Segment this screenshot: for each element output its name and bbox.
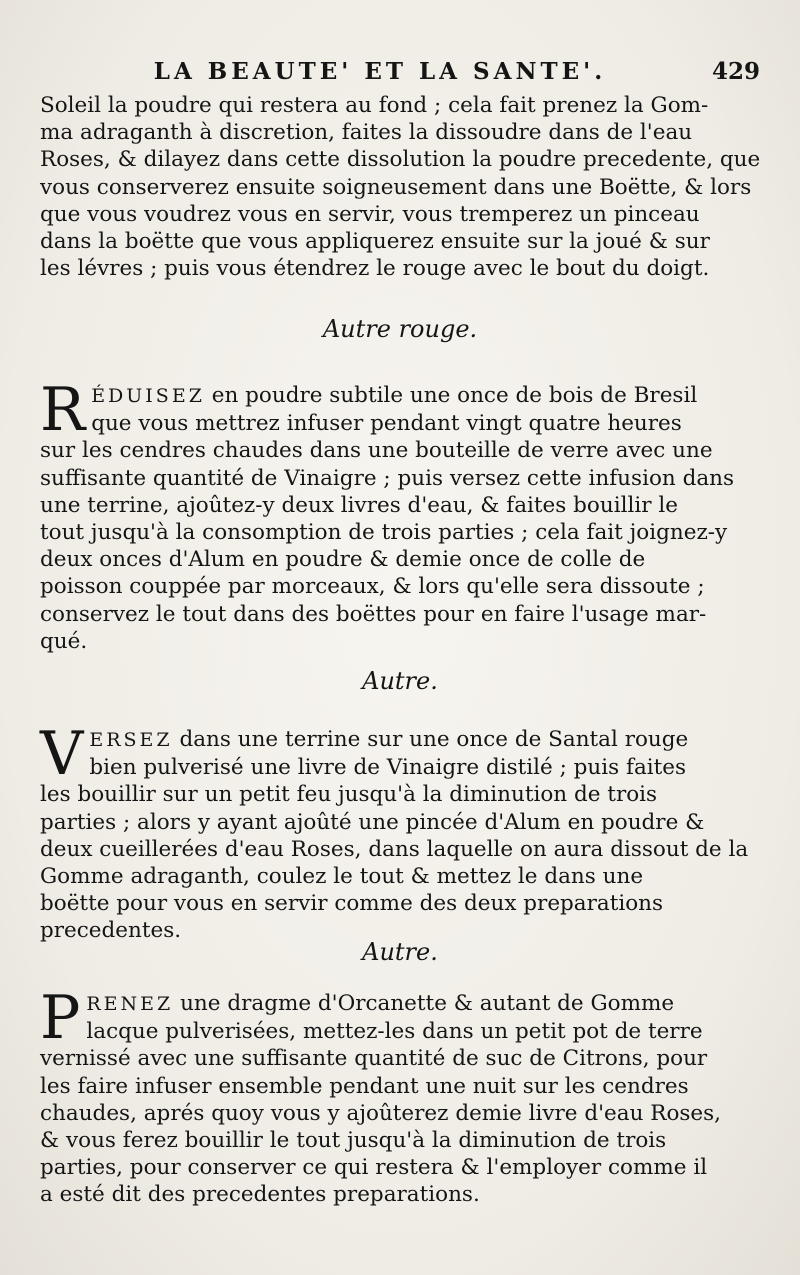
drop-capital: P [40, 983, 81, 1053]
text-line: & vous ferez bouillir le tout jusqu'à la diminution de trois [40, 1128, 667, 1154]
text-line: sur les cendres chaudes dans une bouteille de verre avec une [40, 438, 713, 464]
page-header [40, 58, 760, 92]
text-line: Roses, & dilayez dans cette dissolution la poudre precedente, que [40, 147, 761, 173]
text-line: une terrine, ajoûtez-y deux livres d'eau, & faites bouillir le [40, 492, 678, 518]
text-line: qué. [40, 628, 88, 654]
first-word: ÉDUISEZ [91, 385, 205, 407]
text-line: que vous voudrez vous en servir, vous tremperez un pinceau [40, 201, 700, 227]
running-title: LA BEAUTE' ET LA SANTE'. [153, 58, 607, 85]
drop-capital: R [40, 375, 86, 445]
section-heading: Autre rouge. [322, 315, 478, 343]
first-word: RENEZ [86, 993, 174, 1015]
paragraph-3 [40, 719, 749, 945]
text-line: boëtte pour vous en servir comme des deux preparations [40, 891, 664, 917]
text-line: parties, pour conserver ce qui restera & l'employer comme il [40, 1155, 708, 1181]
text-line: Soleil la poudre qui restera au fond ; cela fait prenez la Gom- [40, 93, 709, 118]
text-line: chaudes, aprés quoy vous y ajoûterez demie livre d'eau Roses, [40, 1100, 722, 1126]
text-line: Gomme adraganth, coulez le tout & mettez le dans une [40, 864, 644, 890]
text-line: que vous mettrez infuser pendant vingt quatre heures [91, 411, 682, 437]
text-line: ERSEZ dans une terrine sur une once de Santal rouge [89, 727, 689, 752]
text-line: lacque pulverisées, mettez-les dans un petit pot de terre [86, 1019, 703, 1045]
text-line: parties ; alors y ayant ajoûté une pincée d'Alum en poudre & [40, 809, 705, 835]
text-line: RENEZ une dragme d'Orcanette & autant de Gomme [86, 991, 675, 1016]
paragraph-4 [40, 983, 722, 1209]
text-line: bien pulverisé une livre de Vinaigre distilé ; puis faites [89, 755, 687, 781]
text-line: suffisante quantité de Vinaigre ; puis versez cette infusion dans [40, 465, 735, 491]
section-heading: Autre. [362, 938, 438, 966]
text-line: a esté dit des precedentes preparations. [40, 1182, 480, 1208]
section-heading: Autre. [362, 667, 438, 695]
first-word: ERSEZ [89, 729, 173, 751]
paragraph-1 [40, 92, 761, 282]
text-line: precedentes. [40, 918, 182, 944]
text-line: tout jusqu'à la consomption de trois parties ; cela fait joignez-y [40, 520, 728, 546]
text-line: les faire infuser ensemble pendant une nuit sur les cendres [40, 1073, 689, 1099]
text-line: vernissé avec une suffisante quantité de suc de Citrons, pour [40, 1046, 708, 1072]
page-number: 429 [711, 58, 760, 85]
text-line: ma adraganth à discretion, faites la dissoudre dans de l'eau [40, 120, 693, 146]
text-line: conservez le tout dans des boëttes pour en faire l'usage mar- [40, 601, 707, 627]
text-line: les lévres ; puis vous étendrez le rouge avec le bout du doigt. [40, 256, 710, 282]
text-line: poisson couppée par morceaux, & lors qu'elle sera dissoute ; [40, 574, 705, 600]
text-line: dans la boëtte que vous appliquerez ensuite sur la joué & sur [40, 229, 710, 255]
drop-capital: V [40, 719, 84, 789]
text-line: les bouillir sur un petit feu jusqu'à la diminution de trois [40, 782, 658, 808]
text-line: vous conserverez ensuite soigneusement dans une Boëtte, & lors [40, 174, 752, 200]
text-line: deux onces d'Alum en poudre & demie once de colle de [40, 547, 646, 573]
paragraph-2 [40, 375, 735, 655]
text-line: deux cueillerées d'eau Roses, dans laquelle on aura dissout de la [40, 836, 749, 862]
text-line: ÉDUISEZ en poudre subtile une once de bois de Bresil [91, 383, 698, 408]
